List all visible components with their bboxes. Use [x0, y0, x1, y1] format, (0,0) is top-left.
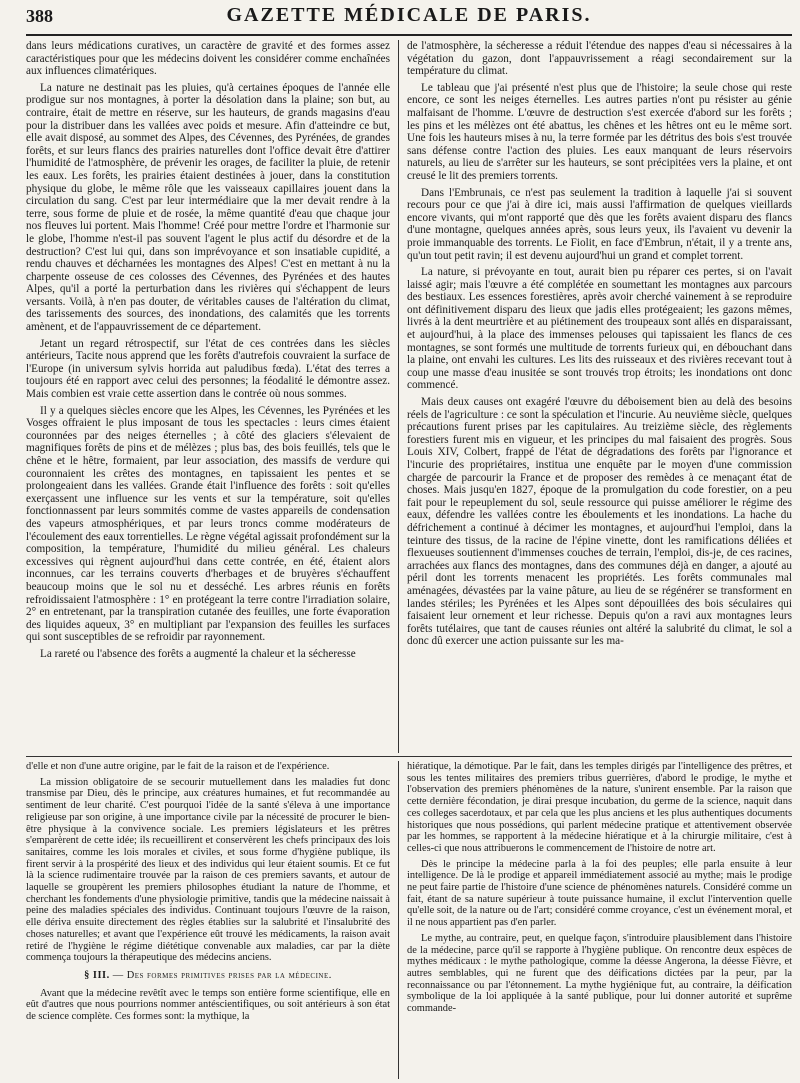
paragraph: de l'atmosphère, la sécheresse a réduit l'étendue des nappes d'eau si nécessaires à la végétation du gazon, dont l'appauvrissement a réagi secondairement sur la température du climat.: [407, 40, 792, 78]
paragraph: Dans l'Embrunais, ce n'est pas seulement la tradition à laquelle j'ai si souvent recours pour ce que j'ai à dire ici, mais aussi l'affirmation de quelques vieillards encore vivants, qui m'ont rapporté que dès que les forêts avaient disparu des flancs d'une montagne, quelques années après, sous leurs yeux, ils l'avaient vu devenir la proie immanquable des torrents. Le Fiolit, en face d'Embrun, n'était, il y a trente ans, qu'un tout petit ravin; il est devenu aujourd'hui un grand et complet torrent.: [407, 186, 792, 262]
section-title: — Des formes primitives prises par la médecine.: [112, 969, 332, 981]
paragraph: hiératique, la démotique. Par le fait, dans les temples dirigés par l'intelligence des prêtres, et sous les tentes militaires des premiers tribus guerrières, d'abord le prodige, le mythe et l'observation des premiers phénomènes de la nature, s'unirent ensemble. Par la raison que cette dernière fécondation, je dirai presque incubation, du germe de la science, naquit dans ces colleges sacerdotaux, et par cela que les plus anciens et les plus authentiques documents historiques que nous possédions, qui parlent médecine pratique et attentivement observée par les hommes, se rapportent à la médecine hiératique et à la chirurgie militaire, c'est à celles-ci que nous attribuerons le commencement de l'histoire de notre art.: [407, 761, 792, 854]
paragraph: La nature ne destinait pas les pluies, qu'à certaines époques de l'année elle prodigue sur nos montagnes, à porter la désolation dans la plaine; son but, au contraire, était de mettre en réserve, sur les hauteurs, de grands magasins d'eau pour la distribuer dans les vallées avec poids et mesure. Afin d'atteindre ce but, elle avait disposé, au sommet des Alpes, des Cévennes, des Pyrénées, de grandes forêts, et sur leurs flancs des prairies naturelles dont l'office devait être d'attirer l'humidité de l'atmosphère, de prévenir les orages, de faciliter la pluie, de retenir les eaux. Les forêts, les prairies étaient destinées à jouer, dans la constitution physique du globe, le même rôle que les vaisseaux capillaires jouent dans la circulation du sang. C'est par leur intermédiaire que la mer devait rendre à la terre, sous forme de pluie et de rosée, la même quantité d'eau que chaque jour nos fleuves lui portent. Mais l'homme! Créé pour mettre l'ordre et l'harmonie sur le globe, l'homme n'est-il pas souvent l'agent le plus actif du désordre et de la destruction? C'est lui qui, dans son imprévoyance et son insatiable cupidité, a rendu chauves et décharnées les montagnes des Alpes! C'est en mettant à nu la charpente osseuse de ces colosses des Cévennes, des Pyrénées et des hautes Alpes, qu'il a porté la perturbation dans les rivières qui s'échappent de leurs versants. Voilà, à n'en pas douter, de véritables causes de l'altération du climat, des tarissements des sources, des inondations, des calamités que les torrents amènent, et de l'appauvrissement de ce département.: [26, 81, 390, 334]
paragraph: Il y a quelques siècles encore que les Alpes, les Cévennes, les Pyrénées et les Vosges offraient le plus imposant de tous les spectacles : leurs cimes étaient couronnées par des neiges éternelles ; à côté des glaciers s'élevaient de magnifiques forêts de pins et de mélèzes ; plus bas, des bois feuillés, tels que le chêne et le hêtre, formaient, par leur association, des massifs de verdure qui couronnaient les crêtes des montagnes, en tapissaient les pentes et se prolongeaient dans les vallées. Grande était l'influence des forêts : soit qu'elles exerçassent une influence sur les vents et sur la température, soit qu'elles fonctionnassent par leurs sommités comme de vastes appareils de condensation des vapeurs atmosphériques, et par leurs troncs comme modérateurs de l'écoulement des eaux torrentielles. Le règne végétal agissait profondément sur la composition, la température, l'humidité du milieu général. Les chaleurs excessives qui règnent aujourd'hui dans cette contrée, en été, étaient alors inconnues, car les terrains couverts d'herbages et de bruyères s'échauffent beaucoup moins que le sol nu et desséché. Les arbres réunis en forêts refroidissaient l'atmosphère : 1° en protégeant la terre contre l'irradiation solaire, 2° en entretenant, par la transpiration cutanée des feuilles, une forte évaporation des liquides aqueux, 3° en multipliant par l'expansion des feuilles les surfaces qui sont susceptibles de se refroidir par rayonnement.: [26, 404, 390, 644]
paragraph: Dès le principe la médecine parla à la foi des peuples; elle parla ensuite à leur intelligence. De là le prodige et appareil immédiatement associé au mythe; mais le prodige ne peut faire partie de l'histoire d'une science de phénomènes naturels. Considéré comme un fait, étant de sa nature supérieur à toute puissance humaine, il exclut l'intervention quelle qu'elle soit, de la nature ou de l'art; considéré comme croyance, c'est un événement moral, et il ne nous appartient pas d'en parler.: [407, 858, 792, 929]
paragraph: Le tableau que j'ai présenté n'est plus que de l'histoire; la seule chose qui reste encore, ce sont les neiges éternelles. Les autres parties n'ont pu résister au génie malfaisant de l'homme. L'œuvre de destruction s'est exercée d'abord sur les forêts ; les pins et les mélèzes ont été abattus, les chênes et les hêtres ont eu le même sort. Une fois les hauteurs mises à nu, la terre formée par les détritus des bois s'est trouvée sans défense contre l'action des pluies. Les eaux manquant de leurs réservoirs naturels, au lieu de s'arrêter sur les hauteurs, se sont précipitées vers la plaine, et ont creusé le lit des premiers torrents.: [407, 81, 792, 182]
paragraph: Mais deux causes ont exagéré l'œuvre du déboisement bien au delà des besoins réels de l'agriculture : ce sont la spéculation et l'incurie. Au neuvième siècle, quelques précautions furent prises par les capitulaires. Au treizième siècle, des règlements forestiers furent mis en vigueur, et les principes du mal faisaient des progrès. Sous Louis XIV, Colbert, frappé de l'état de dégradations des forêts par l'ignorance et l'incurie des propriétaires, institua une enquête par le moyen d'une commission chargée de parcourir la France et de proposer des remèdes à ce menaçant état de choses. Mais jusqu'en 1827, époque de la promulgation du code forestier, on a peu fait pour le repeuplement du sol, seule ressource qui puisse améliorer le régime des eaux, défendre les vallées contre les éboulements et les inondations. La hache du défrichement a continué à décimer les montagnes, et aujourd'hui l'emploi, dans la teinture des tissus, de la racine de l'épine vinette, dont les ramifications déliées et flexueuses soutiennent d'immenses couches de terrain, l'emploi, dis-je, de ces racines, arrachées aux flancs des montagnes, dans des communes déjà en danger, a ajouté au péril dont les torrents menacent les propriétés. Les forêts communales mal aménagées, dévastées par la vaine pâture, au lieu de se régénérer se transforment en landes stériles; les Pyrénées et les Alpes sont dépouillées des bois séculaires qui faisaient leur ornement et leur richesse. Depuis qu'on a ravi aux montagnes leurs forêts tutélaires, que tant de causes réunies ont altéré la salubrité du climat, le sol a donc dû exercer une action puissante sur les ma-: [407, 396, 792, 648]
paragraph: Jetant un regard rétrospectif, sur l'état de ces contrées dans les siècles antérieurs, Tacite nous apprend que les forêts d'autrefois couvraient la surface de l'Europe (in universum sylvis horrida aut paludibus fœda). L'état des terres a toujours été en rapport avec celui des personnes; la féodalité le démontre assez. Mais combien est vraie cette assertion dans le contrée où nous sommes.: [26, 337, 390, 401]
paragraph: Avant que la médecine revêtît avec le temps son entière forme scientifique, elle en eût d'autres que nous pourrions nommer antéscientifiques, ou soit antérieurs à son état de science complète. Ces formes sont: la mythique, la: [26, 987, 390, 1023]
page-header: [26, 0, 792, 36]
page-number: 388: [26, 6, 53, 26]
paragraph: La rareté ou l'absence des forêts a augmenté la chaleur et la sécheresse: [40, 647, 356, 660]
journal-title: GAZETTE MÉDICALE DE PARIS.: [226, 4, 592, 26]
section-number: § III.: [84, 969, 110, 981]
upper-article: [26, 36, 792, 753]
paragraph: d'elle et non d'une autre origine, par le fait de la raison et de l'expérience.: [26, 761, 330, 772]
section-heading: [26, 970, 390, 982]
upper-left-column: [26, 40, 398, 753]
upper-right-column: [398, 40, 792, 753]
lower-left-column: [26, 761, 398, 1079]
paragraph: dans leurs médications curatives, un caractère de gravité et des formes assez caractéristiques pour que les médecins doivent les considérer comme enchaînées aux influences climatériques.: [26, 40, 390, 78]
paragraph: La nature, si prévoyante en tout, aurait bien pu réparer ces pertes, si on l'avait laissé agir; mais l'œuvre a été complétée en soumettant les montagnes aux parcours des bestiaux. Les essences forestières, après avoir cherché vainement à se reproduire ont définitivement disparu des lieux que jadis elles protégeaient; les gazons mêmes, livrés à la dent meurtrière et au piétinement des troupeaux sont allés en disparaissant, et aujourd'hui, à la place des immenses pelouses qui tapissaient les flancs de ces montagnes, se sont formés une multitude de torrents furieux qui, en débouchant dans la plaine, ont envahi les cultures. Les lits des ruisseaux et des rivières recevant tout à coup une masse d'eau inusitée se sont trouvés trop étroits; les inondations ont donc commencé.: [407, 266, 792, 392]
lower-right-column: [398, 761, 792, 1079]
lower-article: [26, 757, 792, 1079]
paragraph: Le mythe, au contraire, peut, en quelque façon, s'introduire plausiblement dans l'histoire de la médecine, parce qu'il se rapporte à l'hygiène publique. On rencontre deux espèces de mythes médicaux : le mythe pathologique, comme la déesse Angerona, la déesse Fièvre, et autres semblables, qui ne furent que des déifications dictées par la peur, par la reconnaissance ou par l'étonnement. La mythe hygiénique fut, au contraire, la déification symbolique de la loi appliquée à la santé publique, pour lui donner autorité et suprême commande-: [407, 932, 792, 1015]
paragraph: La mission obligatoire de se secourir mutuellement dans les maladies fut donc transmise par Dieu, dès le principe, aux créatures humaines, et fut recommandée au sentiment de leur charité. C'est pourquoi l'idée de la santé s'éleva à une importance religieuse par son origine, à une importance civile par la nécessité de procurer le bien-être physique à la convivence sociale. Les premiers législateurs et les prêtres s'emparèrent de cette idée; ils recueillirent et conservèrent les chefs principaux des lois sanitaires, comme les lois morales et civiles, et sous forme d'hygiène publique, ils firent servir à la prospérité des lieux et des individus qui leur étaient soumis. Et ce fut là la science rudimentaire trouvée par la raison de ces premiers savants, et autour de laquelle se groupèrent les premiers philosophes étudiant la nature de l'homme, et cherchant les fondements d'une physiologie primitive, tandis que la médecine naissait à peine des maladies spéciales des individus. Continuant toujours l'œuvre de la raison, elle dériva ensuite directement des règles établies sur la salubrité et l'insalubrité des choses naturelles; et avant que l'expérience eût trouvé les médicaments, la raison avait retiré de l'hygiène le régime diététique convenable aux maladies, car par la diète commença toujours la thérapeutique des médecins anciens.: [26, 776, 390, 964]
